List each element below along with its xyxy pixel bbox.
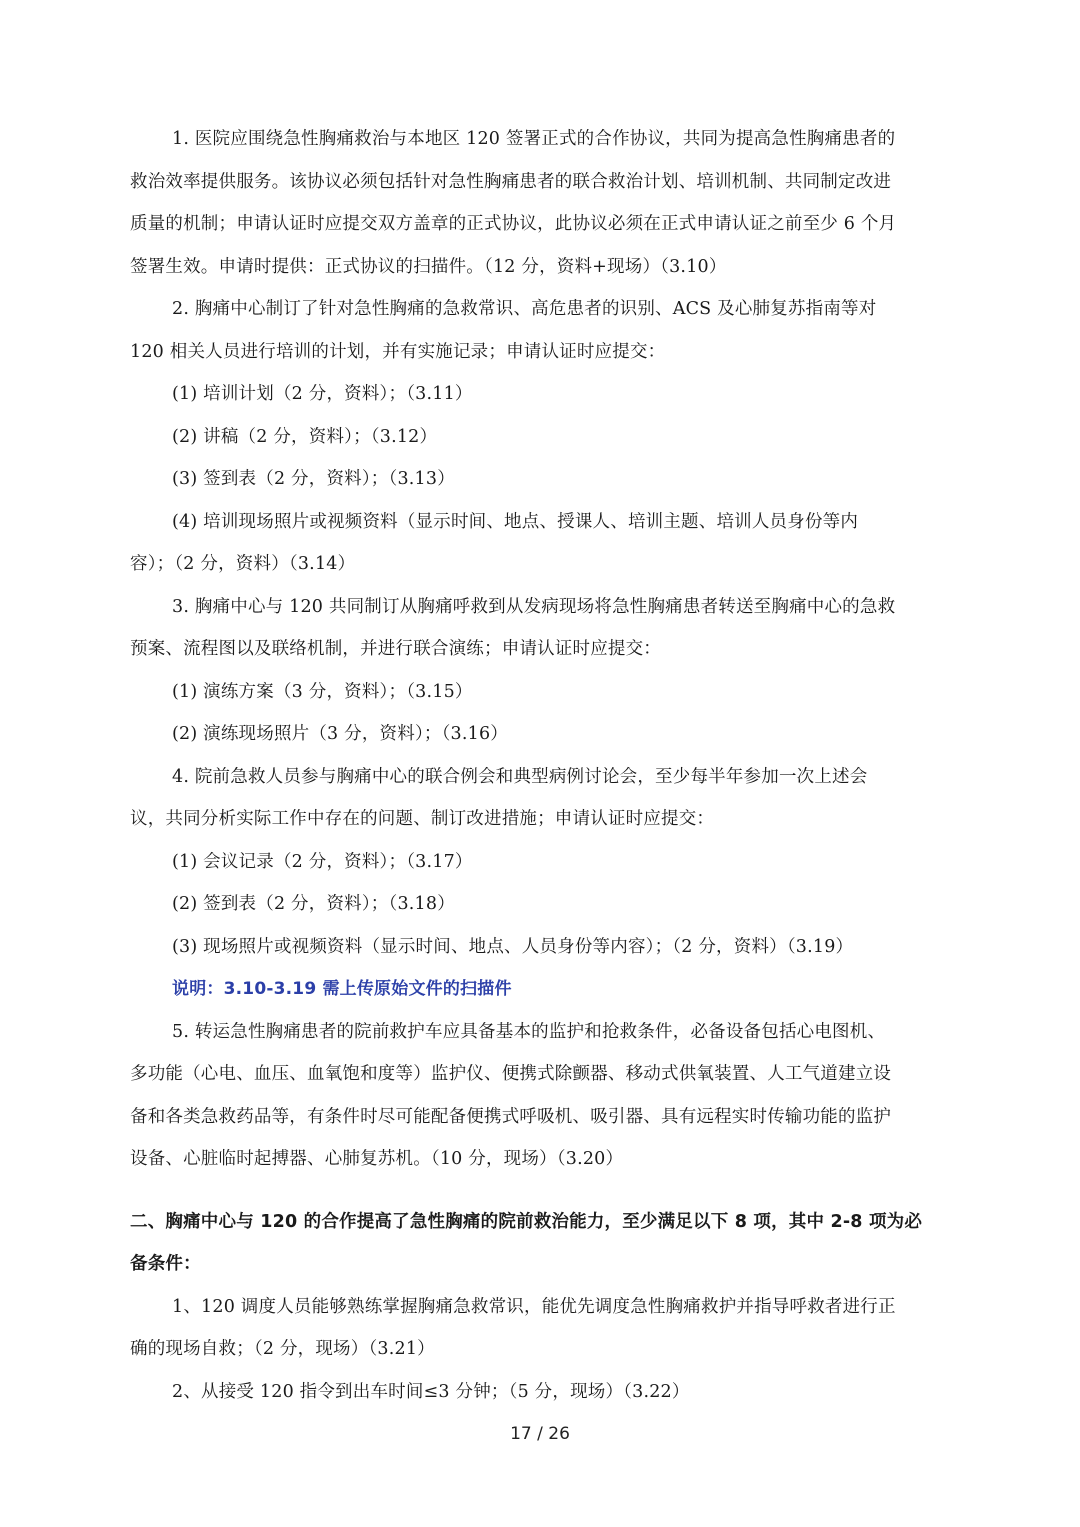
list-item: (1) 培训计划（2 分，资料）；（3.11） bbox=[172, 384, 473, 404]
text-line: 设备、心脏临时起搏器、心肺复苏机。（10 分，现场）（3.20） bbox=[130, 1149, 624, 1169]
text-line: (4) 培训现场照片或视频资料（显示时间、地点、授课人、培训主题、培训人员身份等内 bbox=[172, 511, 859, 532]
text-line: 1、120 调度人员能够熟练掌握胸痛急救常识，能优先调度急性胸痛救护并指导呼救者进行正 bbox=[172, 1296, 896, 1317]
heading-line: 备条件： bbox=[130, 1254, 201, 1274]
paragraph-1 bbox=[130, 118, 950, 288]
note-text: 说明：3.10-3.19 需上传原始文件的扫描件 bbox=[172, 979, 512, 999]
text-line: 签署生效。申请时提供：正式协议的扫描件。（12 分，资料+现场）（3.10） bbox=[130, 256, 727, 277]
list-item: (2) 演练现场照片（3 分，资料）；（3.16） bbox=[172, 724, 509, 744]
heading-line: 二、胸痛中心与 120 的合作提高了急性胸痛的院前救治能力，至少满足以下 8 项，其中 2-8 项为必 bbox=[130, 1211, 923, 1232]
text-line: 备和各类急救药品等，有条件时尽可能配备便携式呼吸机、吸引器、具有远程实时传输功能的监护 bbox=[130, 1106, 892, 1127]
text-line: 质量的机制；申请认证时应提交双方盖章的正式协议，此协议必须在正式申请认证之前至少 6 个月 bbox=[130, 214, 897, 234]
text-line: 120 相关人员进行培训的计划，并有实施记录；申请认证时应提交： bbox=[130, 341, 666, 362]
page-number: 17 / 26 bbox=[510, 1424, 570, 1444]
text-line: 预案、流程图以及联络机制，并进行联合演练；申请认证时应提交： bbox=[130, 639, 661, 659]
list-item: (1) 演练方案（3 分，资料）；（3.15） bbox=[172, 681, 473, 702]
text-line: 2. 胸痛中心制订了针对急性胸痛的急救常识、高危患者的识别、ACS 及心肺复苏指南等对 bbox=[172, 299, 877, 319]
text-line: 3. 胸痛中心与 120 共同制订从胸痛呼救到从发病现场将急性胸痛患者转送至胸痛中心的急救 bbox=[172, 596, 896, 617]
text-line: 救治效率提供服务。该协议必须包括针对急性胸痛患者的联合救治计划、培训机制、共同制定改进 bbox=[130, 171, 892, 192]
list-item: (3) 现场照片或视频资料（显示时间、地点、人员身份等内容）；（2 分，资料）（3.19） bbox=[172, 936, 854, 957]
section-item-1 bbox=[130, 1286, 950, 1371]
list-item bbox=[130, 501, 950, 586]
paragraph-2 bbox=[130, 288, 950, 373]
text-line: 4. 院前急救人员参与胸痛中心的联合例会和典型病例讨论会，至少每半年参加一次上述会 bbox=[172, 766, 868, 787]
text-line: 1. 医院应围绕急性胸痛救治与本地区 120 签署正式的合作协议，共同为提高急性胸痛患者的 bbox=[172, 129, 896, 149]
paragraph-4 bbox=[130, 756, 950, 841]
list-item: (3) 签到表（2 分，资料）；（3.13） bbox=[172, 469, 455, 489]
text-line: 容）；（2 分，资料）（3.14） bbox=[130, 554, 356, 574]
text-line: 2、从接受 120 指令到出车时间≤3 分钟；（5 分，现场）（3.22） bbox=[172, 1381, 690, 1402]
text-line: 议，共同分析实际工作中存在的问题、制订改进措施；申请认证时应提交： bbox=[130, 809, 715, 829]
list-item: (1) 会议记录（2 分，资料）；（3.17） bbox=[172, 851, 473, 872]
text-line: 5. 转运急性胸痛患者的院前救护车应具备基本的监护和抢救条件，必备设备包括心电图机、 bbox=[172, 1021, 886, 1042]
list-item: (2) 签到表（2 分，资料）；（3.18） bbox=[172, 894, 455, 914]
paragraph-5 bbox=[130, 1011, 950, 1181]
list-item: (2) 讲稿（2 分，资料）；（3.12） bbox=[172, 426, 438, 447]
text-line: 确的现场自救；（2 分，现场）（3.21） bbox=[130, 1339, 435, 1359]
section-item-2 bbox=[130, 1371, 950, 1414]
paragraph-3 bbox=[130, 586, 950, 671]
section-heading bbox=[130, 1201, 950, 1286]
text-line: 多功能（心电、血压、血氧饱和度等）监护仪、便携式除颤器、移动式供氧装置、人工气道建立设 bbox=[130, 1064, 892, 1084]
